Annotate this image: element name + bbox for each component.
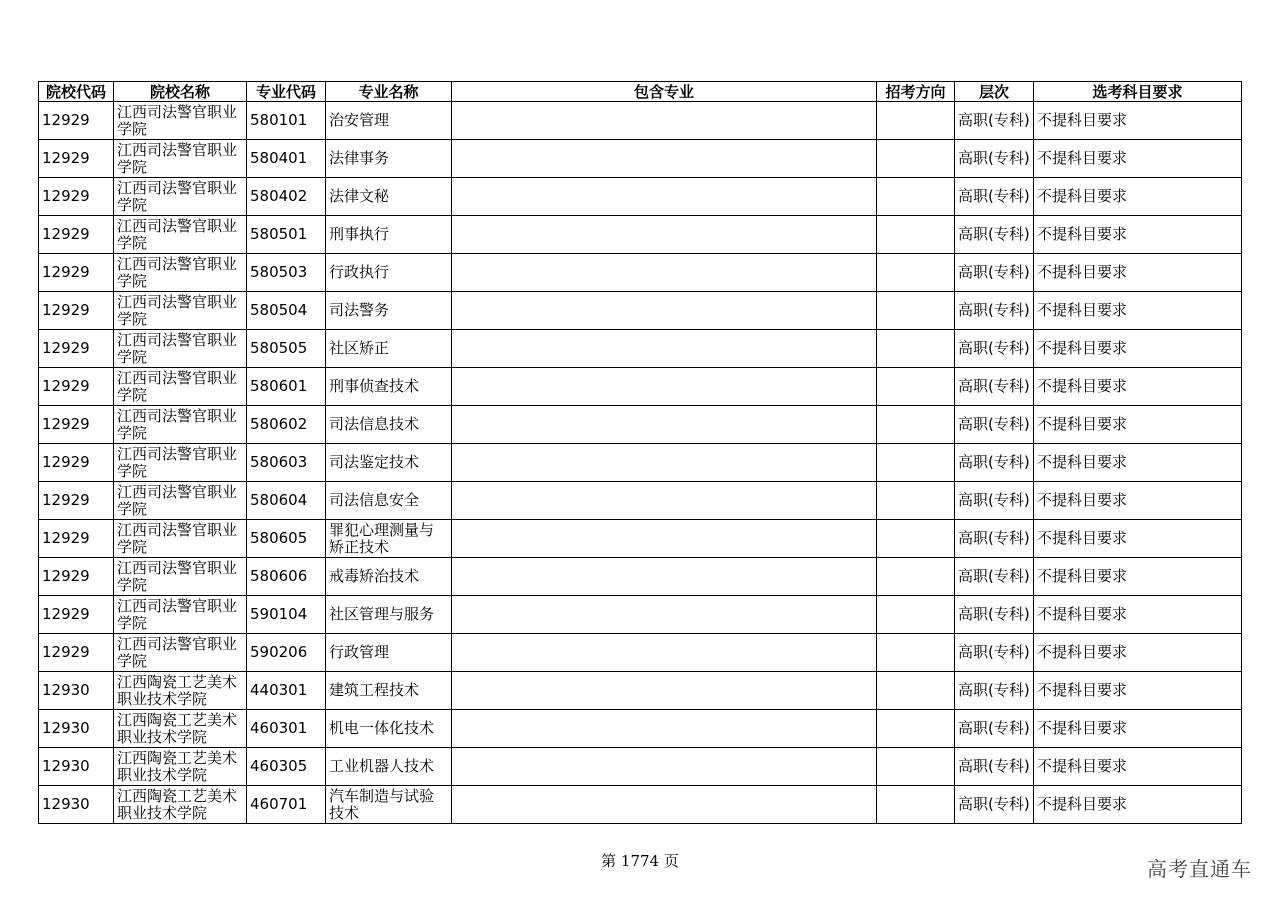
- school-code-cell: 12930: [39, 672, 114, 710]
- watermark-logo-text: 高考直通车: [1147, 857, 1252, 881]
- level-cell: 高职(专科): [955, 786, 1034, 824]
- school-name-cell: 江西司法警官职业学院: [114, 330, 247, 368]
- school-name-cell: 江西司法警官职业学院: [114, 102, 247, 140]
- major-code-cell: 580603: [247, 444, 326, 482]
- subject-requirement-cell: 不提科目要求: [1034, 178, 1242, 216]
- school-code-cell: 12929: [39, 140, 114, 178]
- school-name-cell: 江西司法警官职业学院: [114, 520, 247, 558]
- major-code-cell: 580606: [247, 558, 326, 596]
- table-row: [39, 178, 1242, 216]
- table-row: [39, 330, 1242, 368]
- subject-requirement-cell: 不提科目要求: [1034, 748, 1242, 786]
- major-name-cell: 工业机器人技术: [326, 748, 452, 786]
- header-included-majors: 包含专业: [452, 82, 877, 102]
- header-major-name: 专业名称: [326, 82, 452, 102]
- major-code-cell: 580604: [247, 482, 326, 520]
- header-major-code: 专业代码: [247, 82, 326, 102]
- school-code-cell: 12929: [39, 216, 114, 254]
- exam-direction-cell: [877, 292, 955, 330]
- major-code-cell: 440301: [247, 672, 326, 710]
- school-name-cell: 江西司法警官职业学院: [114, 634, 247, 672]
- exam-direction-cell: [877, 406, 955, 444]
- exam-direction-cell: [877, 482, 955, 520]
- table-row: [39, 520, 1242, 558]
- table-row: [39, 558, 1242, 596]
- included-majors-cell: [452, 748, 877, 786]
- major-name-cell: 机电一体化技术: [326, 710, 452, 748]
- school-name-cell: 江西司法警官职业学院: [114, 558, 247, 596]
- major-code-cell: 590104: [247, 596, 326, 634]
- exam-direction-cell: [877, 140, 955, 178]
- included-majors-cell: [452, 558, 877, 596]
- school-code-cell: 12929: [39, 330, 114, 368]
- major-code-cell: 580402: [247, 178, 326, 216]
- school-code-cell: 12930: [39, 786, 114, 824]
- subject-requirement-cell: 不提科目要求: [1034, 216, 1242, 254]
- major-name-cell: 建筑工程技术: [326, 672, 452, 710]
- exam-direction-cell: [877, 330, 955, 368]
- major-code-cell: 460701: [247, 786, 326, 824]
- school-name-cell: 江西司法警官职业学院: [114, 216, 247, 254]
- table-row: [39, 406, 1242, 444]
- major-code-cell: 460305: [247, 748, 326, 786]
- level-cell: 高职(专科): [955, 748, 1034, 786]
- major-name-cell: 罪犯心理测量与矫正技术: [326, 520, 452, 558]
- table-row: [39, 482, 1242, 520]
- major-name-cell: 司法鉴定技术: [326, 444, 452, 482]
- included-majors-cell: [452, 178, 877, 216]
- subject-requirement-cell: 不提科目要求: [1034, 520, 1242, 558]
- major-name-cell: 司法警务: [326, 292, 452, 330]
- school-code-cell: 12929: [39, 558, 114, 596]
- level-cell: 高职(专科): [955, 482, 1034, 520]
- exam-direction-cell: [877, 596, 955, 634]
- major-name-cell: 刑事侦查技术: [326, 368, 452, 406]
- school-code-cell: 12929: [39, 292, 114, 330]
- subject-requirement-cell: 不提科目要求: [1034, 102, 1242, 140]
- included-majors-cell: [452, 330, 877, 368]
- included-majors-cell: [452, 444, 877, 482]
- major-code-cell: 580602: [247, 406, 326, 444]
- major-code-cell: 580101: [247, 102, 326, 140]
- major-code-cell: 580605: [247, 520, 326, 558]
- subject-requirement-cell: 不提科目要求: [1034, 368, 1242, 406]
- included-majors-cell: [452, 634, 877, 672]
- subject-requirement-cell: 不提科目要求: [1034, 330, 1242, 368]
- header-school-code: 院校代码: [39, 82, 114, 102]
- admissions-table: [38, 81, 1242, 824]
- page-number: 第 1774 页: [601, 852, 679, 870]
- table-row: [39, 634, 1242, 672]
- header-school-name: 院校名称: [114, 82, 247, 102]
- included-majors-cell: [452, 368, 877, 406]
- level-cell: 高职(专科): [955, 406, 1034, 444]
- level-cell: 高职(专科): [955, 140, 1034, 178]
- exam-direction-cell: [877, 102, 955, 140]
- table-row: [39, 748, 1242, 786]
- school-name-cell: 江西陶瓷工艺美术职业技术学院: [114, 710, 247, 748]
- included-majors-cell: [452, 102, 877, 140]
- table-row: [39, 786, 1242, 824]
- school-code-cell: 12929: [39, 596, 114, 634]
- exam-direction-cell: [877, 178, 955, 216]
- major-code-cell: 580504: [247, 292, 326, 330]
- included-majors-cell: [452, 216, 877, 254]
- level-cell: 高职(专科): [955, 216, 1034, 254]
- table-row: [39, 254, 1242, 292]
- included-majors-cell: [452, 596, 877, 634]
- school-code-cell: 12929: [39, 634, 114, 672]
- subject-requirement-cell: 不提科目要求: [1034, 558, 1242, 596]
- school-code-cell: 12929: [39, 520, 114, 558]
- major-name-cell: 行政执行: [326, 254, 452, 292]
- subject-requirement-cell: 不提科目要求: [1034, 596, 1242, 634]
- major-name-cell: 法律事务: [326, 140, 452, 178]
- header-level: 层次: [955, 82, 1034, 102]
- header-exam-direction: 招考方向: [877, 82, 955, 102]
- major-code-cell: 580601: [247, 368, 326, 406]
- level-cell: 高职(专科): [955, 596, 1034, 634]
- subject-requirement-cell: 不提科目要求: [1034, 254, 1242, 292]
- table-row: [39, 216, 1242, 254]
- table-row: [39, 672, 1242, 710]
- exam-direction-cell: [877, 520, 955, 558]
- included-majors-cell: [452, 482, 877, 520]
- school-name-cell: 江西司法警官职业学院: [114, 292, 247, 330]
- subject-requirement-cell: 不提科目要求: [1034, 482, 1242, 520]
- subject-requirement-cell: 不提科目要求: [1034, 292, 1242, 330]
- subject-requirement-cell: 不提科目要求: [1034, 634, 1242, 672]
- major-code-cell: 580505: [247, 330, 326, 368]
- school-code-cell: 12929: [39, 368, 114, 406]
- school-name-cell: 江西陶瓷工艺美术职业技术学院: [114, 748, 247, 786]
- included-majors-cell: [452, 406, 877, 444]
- exam-direction-cell: [877, 216, 955, 254]
- school-code-cell: 12929: [39, 254, 114, 292]
- school-code-cell: 12929: [39, 178, 114, 216]
- exam-direction-cell: [877, 558, 955, 596]
- subject-requirement-cell: 不提科目要求: [1034, 444, 1242, 482]
- major-name-cell: 司法信息安全: [326, 482, 452, 520]
- level-cell: 高职(专科): [955, 368, 1034, 406]
- level-cell: 高职(专科): [955, 558, 1034, 596]
- included-majors-cell: [452, 254, 877, 292]
- school-name-cell: 江西司法警官职业学院: [114, 140, 247, 178]
- table-row: [39, 444, 1242, 482]
- major-name-cell: 戒毒矫治技术: [326, 558, 452, 596]
- level-cell: 高职(专科): [955, 330, 1034, 368]
- major-name-cell: 行政管理: [326, 634, 452, 672]
- exam-direction-cell: [877, 786, 955, 824]
- level-cell: 高职(专科): [955, 178, 1034, 216]
- table-row: [39, 292, 1242, 330]
- major-name-cell: 法律文秘: [326, 178, 452, 216]
- major-name-cell: 社区管理与服务: [326, 596, 452, 634]
- included-majors-cell: [452, 292, 877, 330]
- level-cell: 高职(专科): [955, 292, 1034, 330]
- school-code-cell: 12930: [39, 748, 114, 786]
- level-cell: 高职(专科): [955, 634, 1034, 672]
- level-cell: 高职(专科): [955, 102, 1034, 140]
- major-name-cell: 社区矫正: [326, 330, 452, 368]
- major-code-cell: 580501: [247, 216, 326, 254]
- school-name-cell: 江西司法警官职业学院: [114, 178, 247, 216]
- school-code-cell: 12929: [39, 102, 114, 140]
- table-row: [39, 102, 1242, 140]
- level-cell: 高职(专科): [955, 520, 1034, 558]
- exam-direction-cell: [877, 710, 955, 748]
- school-code-cell: 12930: [39, 710, 114, 748]
- major-code-cell: 460301: [247, 710, 326, 748]
- subject-requirement-cell: 不提科目要求: [1034, 786, 1242, 824]
- subject-requirement-cell: 不提科目要求: [1034, 140, 1242, 178]
- table-header-row: [39, 82, 1242, 102]
- school-name-cell: 江西陶瓷工艺美术职业技术学院: [114, 786, 247, 824]
- school-name-cell: 江西司法警官职业学院: [114, 254, 247, 292]
- level-cell: 高职(专科): [955, 444, 1034, 482]
- included-majors-cell: [452, 710, 877, 748]
- exam-direction-cell: [877, 672, 955, 710]
- exam-direction-cell: [877, 748, 955, 786]
- school-code-cell: 12929: [39, 406, 114, 444]
- table-row: [39, 140, 1242, 178]
- major-name-cell: 汽车制造与试验技术: [326, 786, 452, 824]
- included-majors-cell: [452, 520, 877, 558]
- included-majors-cell: [452, 140, 877, 178]
- major-code-cell: 590206: [247, 634, 326, 672]
- table-row: [39, 596, 1242, 634]
- level-cell: 高职(专科): [955, 672, 1034, 710]
- table-body: [39, 102, 1242, 824]
- exam-direction-cell: [877, 634, 955, 672]
- major-name-cell: 司法信息技术: [326, 406, 452, 444]
- major-code-cell: 580503: [247, 254, 326, 292]
- school-name-cell: 江西司法警官职业学院: [114, 596, 247, 634]
- exam-direction-cell: [877, 368, 955, 406]
- table-row: [39, 368, 1242, 406]
- school-name-cell: 江西司法警官职业学院: [114, 406, 247, 444]
- school-code-cell: 12929: [39, 444, 114, 482]
- major-name-cell: 刑事执行: [326, 216, 452, 254]
- school-code-cell: 12929: [39, 482, 114, 520]
- school-name-cell: 江西司法警官职业学院: [114, 482, 247, 520]
- table-row: [39, 710, 1242, 748]
- school-name-cell: 江西司法警官职业学院: [114, 368, 247, 406]
- school-name-cell: 江西司法警官职业学院: [114, 444, 247, 482]
- included-majors-cell: [452, 786, 877, 824]
- major-code-cell: 580401: [247, 140, 326, 178]
- subject-requirement-cell: 不提科目要求: [1034, 672, 1242, 710]
- subject-requirement-cell: 不提科目要求: [1034, 406, 1242, 444]
- exam-direction-cell: [877, 254, 955, 292]
- header-subject-requirement: 选考科目要求: [1034, 82, 1242, 102]
- major-name-cell: 治安管理: [326, 102, 452, 140]
- subject-requirement-cell: 不提科目要求: [1034, 710, 1242, 748]
- exam-direction-cell: [877, 444, 955, 482]
- school-name-cell: 江西陶瓷工艺美术职业技术学院: [114, 672, 247, 710]
- level-cell: 高职(专科): [955, 710, 1034, 748]
- level-cell: 高职(专科): [955, 254, 1034, 292]
- included-majors-cell: [452, 672, 877, 710]
